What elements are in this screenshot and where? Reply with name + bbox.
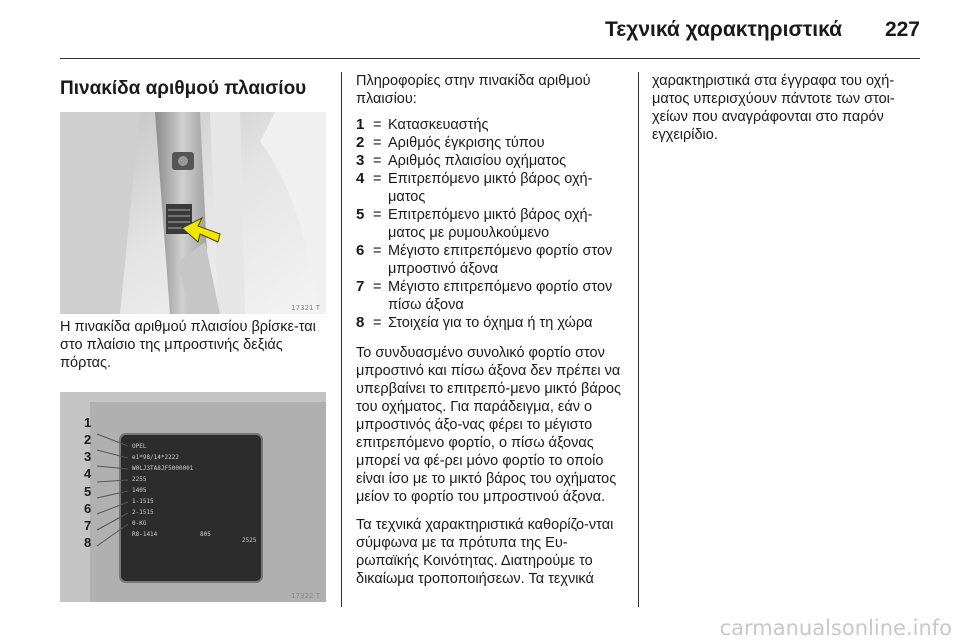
item-text: Μέγιστο επιτρεπόμενο φορτίο στον μπροστινό άξονα — [388, 243, 613, 277]
paragraph-axle-load: Το συνδυασμένο συνολικό φορτίο στον μπροστινό και πίσω άξονα δεν πρέπει να υπερβαίνει το επιτρεπό-μενο μικτό βάρος του οχήματος. Για παράδειγμα, εάν ο μπροστινός άξο-νας φέρει το μέγιστο επιτρεπόμενο φορτίο, ο πίσω άξονας μπορεί να φέ-ρει μόνο φορτίο το οποίο είναι ίσο με το μικτό βάρος του οχήματος μείον το φορτίο του μπροστινού άξονα. — [356, 345, 622, 505]
item-number: 1 — [356, 116, 365, 133]
info-intro: Πληροφορίες στην πινακίδα αριθμού πλαισίου: — [356, 73, 591, 107]
list-item — [356, 134, 626, 152]
item-equals: = — [373, 243, 382, 259]
item-text: Αριθμός πλαισίου οχήματος — [388, 153, 567, 169]
item-equals: = — [373, 135, 382, 151]
plate-text-5: 1405 — [132, 487, 147, 494]
item-equals: = — [373, 171, 382, 187]
plate-text-2: e1*98/14*2222 — [132, 454, 179, 461]
item-text: Αριθμός έγκρισης τύπου — [388, 135, 545, 151]
item-number: 2 — [356, 134, 365, 151]
list-item — [356, 278, 626, 314]
plate-text-7: 2-1515 — [132, 509, 154, 516]
plate-text-3: W0LJ3TA8JF5000001 — [132, 465, 194, 472]
item-number: 5 — [356, 206, 365, 223]
header-rule — [60, 58, 920, 59]
item-equals: = — [373, 315, 382, 331]
plate-text-4: 2255 — [132, 476, 147, 483]
info-list — [356, 116, 626, 332]
item-text: Επιτρεπόμενο μικτό βάρος οχή-ματος με ρυμουλκούμενο — [388, 207, 593, 241]
item-text: Μέγιστο επιτρεπόμενο φορτίο στον πίσω άξονα — [388, 279, 613, 313]
item-number: 3 — [356, 152, 365, 169]
item-number: 8 — [356, 314, 365, 331]
plate-text-1: OPEL — [132, 443, 147, 450]
list-item — [356, 206, 626, 242]
plate-label-8: 8 — [84, 535, 92, 550]
column-divider-2 — [638, 72, 639, 607]
caption-text: Η πινακίδα αριθμού πλαισίου βρίσκε-ται στο πλαίσιο της μπροστινής δεξιάς πόρτας. — [60, 319, 316, 371]
plate-label-2: 2 — [84, 432, 92, 447]
plate-label-1: 1 — [84, 415, 92, 430]
column-3 — [652, 72, 927, 144]
item-number: 7 — [356, 278, 365, 295]
photo-code: 17322 T — [291, 592, 320, 600]
plate-text-11: 2525 — [242, 537, 257, 544]
item-text: Στοιχεία για το όχημα ή τη χώρα — [388, 315, 593, 331]
plate-text-10: 805 — [200, 531, 211, 538]
list-item — [356, 170, 626, 206]
item-text: Επιτρεπόμενο μικτό βάρος οχή-ματος — [388, 171, 593, 205]
item-equals: = — [373, 117, 382, 133]
paragraph-continuation: χαρακτηριστικά στα έγγραφα του οχή-ματος υπερισχύουν πάντοτε των στοι-χείων που αναγράφονται στο παρόν εγχειρίδιο. — [652, 73, 895, 143]
plate-label-3: 3 — [84, 449, 92, 464]
header-title: Τεχνικά χαρακτηριστικά — [605, 18, 842, 41]
plate-text-8: 0-KG — [132, 520, 147, 527]
page-number: 227 — [884, 18, 920, 41]
list-item — [356, 152, 626, 170]
plate-text-9: R8-1414 — [132, 531, 158, 538]
list-item — [356, 116, 626, 134]
plate-label-4: 4 — [84, 466, 92, 481]
plate-label-6: 6 — [84, 501, 92, 516]
plate-text-6: 1-1515 — [132, 498, 154, 505]
column-divider-1 — [341, 72, 342, 607]
list-item — [356, 242, 626, 278]
item-text: Κατασκευαστής — [388, 117, 489, 133]
item-number: 6 — [356, 242, 365, 259]
watermark: carmanualsonline.info — [719, 616, 952, 640]
chassis-plate-photo — [60, 392, 326, 602]
column-2 — [356, 72, 626, 588]
section-title: Πινακίδα αριθμού πλαισίου — [60, 78, 307, 99]
item-number: 4 — [356, 170, 365, 187]
plate-label-5: 5 — [84, 484, 92, 499]
door-frame-photo — [60, 112, 326, 314]
paragraph-standards: Τα τεχνικά χαρακτηριστικά καθορίζο-νται σύμφωνα με τα πρότυπα της Ευ-ρωπαϊκής Κοινότητας. Διατηρούμε το δικαίωμα τροποποιήσεων. Τα τεχνικά — [356, 517, 614, 587]
list-item — [356, 314, 626, 332]
plate-label-7: 7 — [84, 518, 92, 533]
item-equals: = — [373, 153, 382, 169]
item-equals: = — [373, 207, 382, 223]
item-equals: = — [373, 279, 382, 295]
photo-code: 17321 T — [291, 304, 320, 312]
